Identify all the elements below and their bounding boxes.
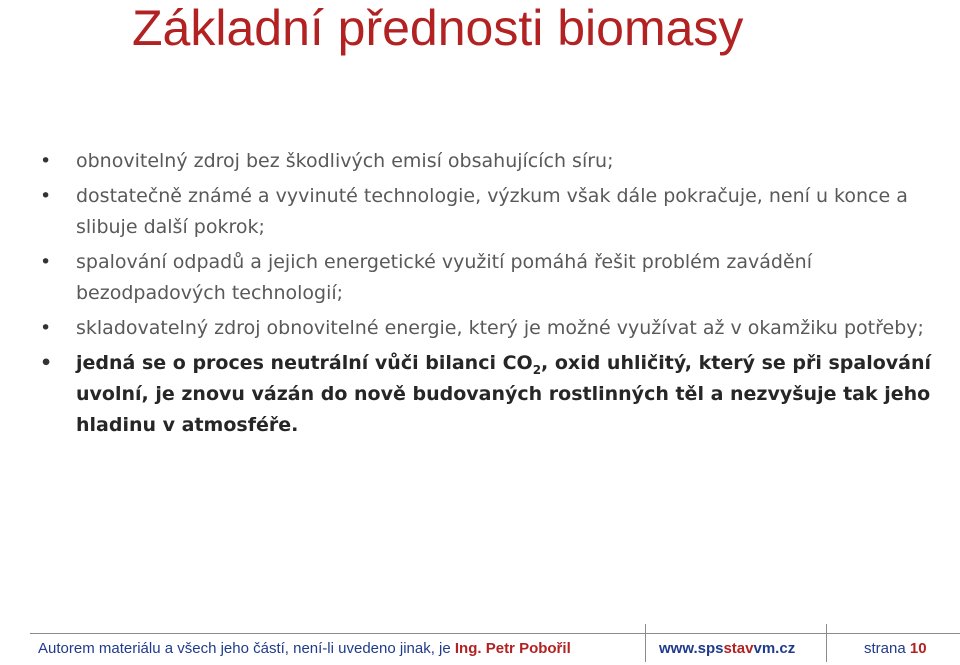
footer-divider: [30, 633, 960, 634]
bullet-item: [40, 247, 940, 309]
bullet-dot-icon: •: [40, 317, 52, 339]
footer-page: [864, 640, 927, 658]
bullet-dot-icon: •: [40, 185, 52, 207]
bullet-text: [76, 352, 931, 436]
bullet-item: [40, 181, 940, 243]
footer-website[interactable]: [659, 640, 795, 658]
bullet-text-before: jedná se o proces neutrální vůči bilanci CO: [76, 352, 533, 374]
bullet-text: dostatečně známé a vyvinuté technologie, výzkum však dále pokračuje, není u konce a slibuje další pokrok;: [76, 185, 908, 238]
footer: [0, 624, 960, 665]
website-prefix: www.sps: [659, 640, 724, 657]
page-number: 10: [909, 640, 927, 657]
bullet-item-emphasis: [40, 348, 940, 441]
bullet-text: obnovitelný zdroj bez škodlivých emisí obsahujících síru;: [76, 150, 614, 172]
footer-separator: [826, 624, 827, 662]
bullet-item: [40, 313, 940, 344]
footer-separator: [645, 624, 646, 662]
page-label: strana: [864, 640, 910, 657]
bullet-dot-icon: •: [40, 352, 53, 374]
website-suffix: vm.cz: [753, 640, 796, 657]
footer-author: [38, 640, 571, 658]
footer-author-name: Ing. Petr Pobořil: [454, 640, 571, 657]
footer-author-text: Autorem materiálu a všech jeho částí, není-li uvedeno jinak, je: [38, 640, 455, 657]
bullet-dot-icon: •: [40, 150, 52, 172]
co2-subscript: 2: [532, 362, 542, 377]
bullet-item: [40, 146, 940, 177]
bullet-text: skladovatelný zdroj obnovitelné energie, který je možné využívat až v okamžiku potřeby;: [76, 317, 924, 339]
bullet-text: spalování odpadů a jejich energetické využití pomáhá řešit problém zavádění bezodpadových technologií;: [76, 251, 812, 304]
bullet-text-after: , oxid uhličitý, který se při spalování uvolní, je znovu vázán do nově budovaných rostlinných těl a nezvyšuje tak jeho hladinu v atmosféře.: [76, 352, 932, 436]
website-highlight: stav: [723, 640, 754, 657]
slide-title: Základní přednosti biomasy: [132, 0, 744, 56]
bullet-list: [40, 146, 940, 445]
bullet-dot-icon: •: [40, 251, 52, 273]
